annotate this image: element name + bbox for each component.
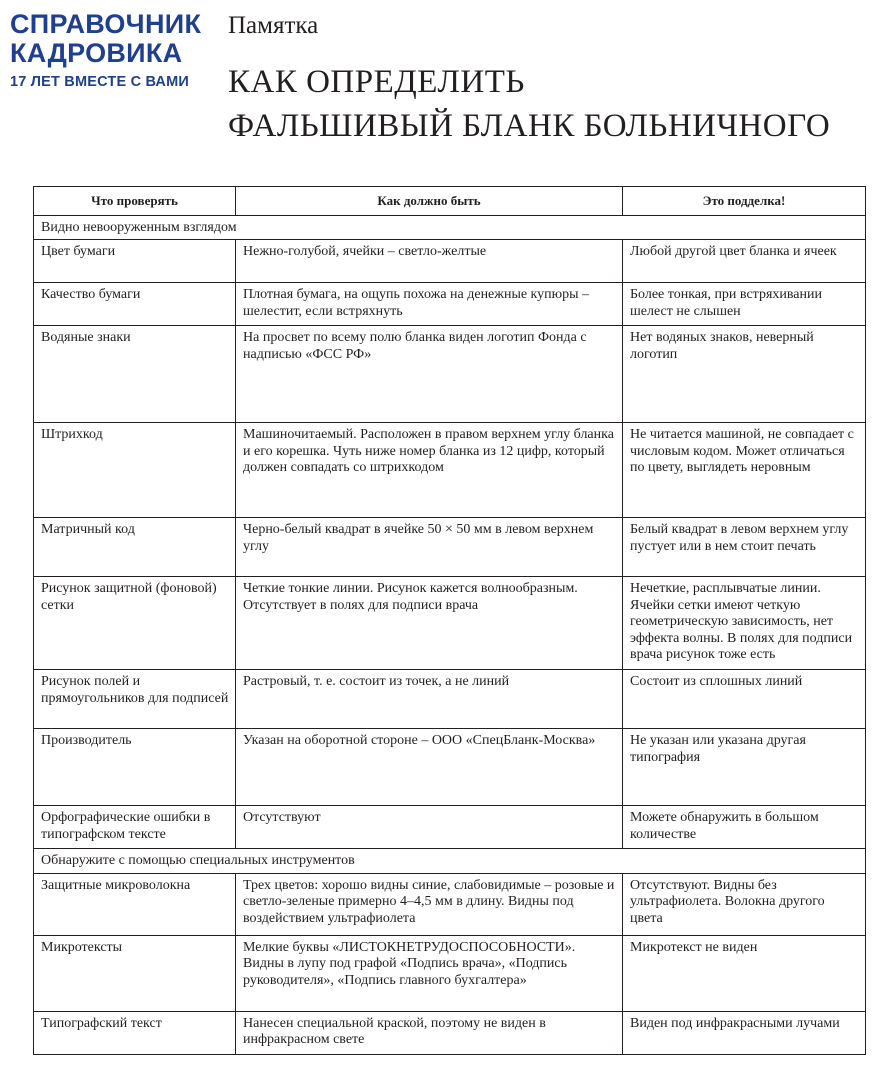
section-title: Видно невооруженным взглядом xyxy=(34,215,866,240)
cell-how-it-should-be: Отсутствуют xyxy=(236,806,623,849)
table-row xyxy=(34,240,866,283)
checklist-table xyxy=(33,186,866,1055)
cell-what-to-check: Цвет бумаги xyxy=(34,240,236,283)
section-row xyxy=(34,215,866,240)
document-type: Памятка xyxy=(228,12,319,39)
cell-what-to-check: Водяные знаки xyxy=(34,326,236,423)
section-title: Обнаружите с помощью специальных инструментов xyxy=(34,849,866,874)
table-row xyxy=(34,423,866,518)
cell-fake-sign: Более тонкая, при встряхивании шелест не слышен xyxy=(623,283,866,326)
column-header-fake: Это подделка! xyxy=(623,187,866,216)
cell-how-it-should-be: Черно-белый квадрат в ячейке 50 × 50 мм в левом верхнем углу xyxy=(236,518,623,577)
cell-how-it-should-be: Указан на оборотной стороне – ООО «СпецБланк-Москва» xyxy=(236,729,623,806)
table-row xyxy=(34,577,866,670)
table-row xyxy=(34,806,866,849)
section-row xyxy=(34,849,866,874)
logo-line-2: КАДРОВИКА xyxy=(10,38,183,68)
cell-how-it-should-be: Нежно-голубой, ячейки – светло-желтые xyxy=(236,240,623,283)
cell-what-to-check: Типографский текст xyxy=(34,1011,236,1054)
page-title-line-2: ФАЛЬШИВЫЙ БЛАНК БОЛЬНИЧНОГО xyxy=(228,108,831,144)
cell-fake-sign: Виден под инфракрасными лучами xyxy=(623,1011,866,1054)
table-row xyxy=(34,935,866,1011)
table-body xyxy=(34,215,866,1054)
brand-logo xyxy=(10,10,215,90)
cell-fake-sign: Отсутствуют. Видны без ультрафиолета. Волокна другого цвета xyxy=(623,873,866,935)
cell-how-it-should-be: Четкие тонкие линии. Рисунок кажется волнообразным. Отсутствует в полях для подписи врача xyxy=(236,577,623,670)
logo-tagline: 17 ЛЕТ ВМЕСТЕ С ВАМИ xyxy=(10,74,189,90)
cell-what-to-check: Микротексты xyxy=(34,935,236,1011)
cell-how-it-should-be: Трех цветов: хорошо видны синие, слабовидимые – розовые и светло-зеленые примерно 4–4,5 мм в длину. Видны под воздействием ультрафиолета xyxy=(236,873,623,935)
cell-how-it-should-be: Нанесен специальной краской, поэтому не виден в инфракрасном свете xyxy=(236,1011,623,1054)
cell-what-to-check: Качество бумаги xyxy=(34,283,236,326)
page-title xyxy=(228,60,830,148)
table-row xyxy=(34,326,866,423)
cell-fake-sign: Микротекст не виден xyxy=(623,935,866,1011)
table-row xyxy=(34,283,866,326)
table-row xyxy=(34,729,866,806)
cell-what-to-check: Орфографические ошибки в типографском тексте xyxy=(34,806,236,849)
cell-how-it-should-be: На просвет по всему полю бланка виден логотип Фонда с надписью «ФСС РФ» xyxy=(236,326,623,423)
column-header-what: Что проверять xyxy=(34,187,236,216)
cell-fake-sign: Состоит из сплошных линий xyxy=(623,670,866,729)
cell-what-to-check: Рисунок защитной (фоновой) сетки xyxy=(34,577,236,670)
cell-what-to-check: Защитные микроволокна xyxy=(34,873,236,935)
table-row xyxy=(34,670,866,729)
cell-what-to-check: Штрихкод xyxy=(34,423,236,518)
cell-fake-sign: Нечеткие, расплывчатые линии. Ячейки сетки имеют четкую геометрическую зависимость, нет эффекта волны. В полях для подписи врача рисунок тоже есть xyxy=(623,577,866,670)
cell-fake-sign: Любой другой цвет бланка и ячеек xyxy=(623,240,866,283)
column-header-should: Как должно быть xyxy=(236,187,623,216)
logo-line-1: СПРАВОЧНИК xyxy=(10,9,202,39)
cell-fake-sign: Нет водяных знаков, неверный логотип xyxy=(623,326,866,423)
cell-fake-sign: Не читается машиной, не совпадает с числовым кодом. Может отличаться по цвету, выглядеть неровным xyxy=(623,423,866,518)
table-header-row xyxy=(34,187,866,216)
cell-how-it-should-be: Мелкие буквы «ЛИСТОКНЕТРУДОСПОСОБНОСТИ». Видны в лупу под графой «Подпись врача», «Подпись руководителя», «Подпись главного бухгалтера» xyxy=(236,935,623,1011)
cell-what-to-check: Рисунок полей и прямоугольников для подписей xyxy=(34,670,236,729)
cell-what-to-check: Матричный код xyxy=(34,518,236,577)
cell-fake-sign: Белый квадрат в левом верхнем углу пустует или в нем стоит печать xyxy=(623,518,866,577)
table-row xyxy=(34,1011,866,1054)
cell-how-it-should-be: Плотная бумага, на ощупь похожа на денежные купюры – шелестит, если встряхнуть xyxy=(236,283,623,326)
cell-fake-sign: Можете обнаружить в большом количестве xyxy=(623,806,866,849)
page-title-line-1: КАК ОПРЕДЕЛИТЬ xyxy=(228,64,525,100)
cell-what-to-check: Производитель xyxy=(34,729,236,806)
cell-fake-sign: Не указан или указана другая типография xyxy=(623,729,866,806)
table-row xyxy=(34,873,866,935)
table-row xyxy=(34,518,866,577)
cell-how-it-should-be: Машиночитаемый. Расположен в правом верхнем углу бланка и его корешка. Чуть ниже номер бланка из 12 цифр, который должен совпадать со штрихкодом xyxy=(236,423,623,518)
cell-how-it-should-be: Растровый, т. е. состоит из точек, а не линий xyxy=(236,670,623,729)
